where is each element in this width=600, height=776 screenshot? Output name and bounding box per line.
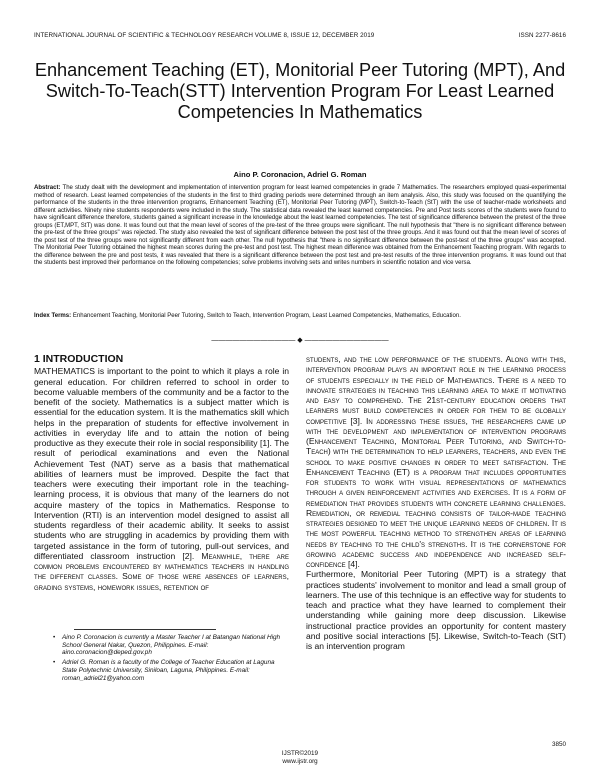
footer-code: IJSTR©2019 xyxy=(281,750,319,757)
intro-text-left: MATHEMATICS is important to the point to which it plays a role in general education. For children referred to school in order to become valuable members of the community and be a factor to the benefit of the society. Mathematics is a subject matter which is essential for the education system. It is the mathematics skill which helps in the preparation of students for effective involvement in activities in everyday life and to attain the notion of being productive as they execute their role in social responsibility [1]. The result of periodical examinations and even the National Achievement Test (NAT) serve as a basis that mathematical abilities of learners must be improved. Despite the fact that teachers were executing their important role in the teaching-learning process, it is obvious that many of the learners do not acquire mastery of the topics in Mathematics. Response to Intervention (RTI) is an intervention model designed to assist all students regardless of their academic ability. It seeks to assist students who are struggling in academics by providing them with targeted assistance in the form of tutoring, pull-out services, and differentiated classroom instruction [2]. xyxy=(34,366,289,561)
index-terms-label: Index Terms: xyxy=(34,313,72,319)
section-divider: ———————————— ◆ ———————————— xyxy=(211,337,389,344)
right-column xyxy=(306,354,566,651)
intro-paragraph-left xyxy=(34,366,289,592)
author-footnotes xyxy=(34,634,289,684)
index-terms xyxy=(34,313,566,321)
abstract-text: The study dealt with the development and implementation of intervention program for least learned competencies in grade 7 Mathematics. The researchers employed quasi-experimental method of research. Least learned competencies of the students in the first to third grading periods were determined through an item analysis. Also, this study was focused on the quantifying the performance of the students in the three intervention programs, Enhancement Teaching (ET), Monitorial Peer Tutoring (MPT), Switch-to-Teach (StT) with the use of teacher-made worksheets and different activities. Ninety nine students respondents were included in the study. The statistical data revealed the least learned competencies. Pre and Post tests scores of the students were found to have significant difference therefore, students gained a significant increase in the knowledge about the least learned competencies. The test of significance difference between the pretest of the three groups (ET,MPT, StT) was done. It was found out that the mean level of scores of the pre-test of the three groups were significant. The null hypothesis that "there is no significant difference between the pre-test of the three groups" was rejected. The study also revealed the test of significant difference between the post test of the three groups. And it was found out that the mean level of scores of the post test of the three groups were not significantly different from each other. The null hypothesis that "there is no significant difference between the post-test of the three groups" was accepted. The Monitorial Peer Tutoring obtained the highest mean scores during the pre-test and post test. The highest mean difference was obtained from the Enhancement Teaching program. With regards to the difference between the pre and post tests, it was revealed that there is a significant difference between the post test and pre-test results of the three intervention programs. It was found out that the students best improved their performance on the following competencies; solve problems involving sets and writes numbers in scientific notation and vice versa. xyxy=(34,185,566,267)
intro-smallcaps-left: Meanwhile, there are common problems encountered by mathematics teachers in handling the different classes. Some of those were absences of learners, grading systems, homework issues, retention of xyxy=(34,550,289,592)
section-heading: 1 INTRODUCTION xyxy=(34,353,124,365)
intro-paragraph-right: Furthermore, Monitorial Peer Tutoring (MPT) is a strategy that practices students' involvement to monitor and lead a small group of learners. The use of this technique is an effective way for students to teach and practice what they have learned to complement their understanding while gaining more deep discussion. Likewise instructional practice provides an opportunity for content mastery and positive social interactions [5]. Likewise, Switch-to-Teach (StT) is an intervention program xyxy=(306,569,566,651)
left-column xyxy=(34,354,289,592)
intro-smallcaps-right: students, and the low performance of the students. Along with this, intervention program plays an important role in the learning process of students especially in the field of Mathematics. There is a need to innovate strategies in teaching this learning area to make it motivating and easy to comprehend. The 21st-century education orders that learners must build competencies in order for them to be globally competitive [3]. In addressing these issues, the researchers came up with the development and implementation of intervention programs (Enhancement Teaching, Monitorial Peer Tutoring, and Switch-to-Teach) with the determination to help learners, teachers, and even the school to make positive changes in order to meet satisfaction. The Enhancement Teaching (ET) is a program that includes opportunities for students to work with visual representations of mathematics through a given reinforcement activities and exercises. It is a form of remediation that provides students with concrete learning challenges. Remediation, or remedial teaching consists of tailor-made teaching strategies designed to meet the unique learning needs of children. It is the most powerful teaching method to strengthen areas of learning needs by teaching to the child's strengths. It is the cornerstone for growing academic success and independence and increased self-confidence [4]. xyxy=(306,354,566,569)
abstract xyxy=(34,185,566,268)
running-header xyxy=(34,32,566,39)
authors: Aino P. Coronacion, Adriel G. Roman xyxy=(233,170,367,179)
journal-name: INTERNATIONAL JOURNAL OF SCIENTIFIC & TECHNOLOGY RESEARCH VOLUME 8, ISSUE 12, DECEMBER 2019 xyxy=(34,32,375,39)
abstract-label: Abstract: xyxy=(34,185,61,191)
footer-url[interactable]: www.ijstr.org xyxy=(282,758,318,765)
page-number: 3850 xyxy=(551,741,566,748)
page-footer xyxy=(34,750,566,766)
footnote-item: • Aino P. Coronacion is currently a Master Teacher I at Batangan National High School General Nakar, Quezon, Philippines. E-mail: aino.coronacion@deped.gov.ph xyxy=(62,634,289,657)
index-terms-text: Enhancement Teaching, Monitorial Peer Tutoring, Switch to Teach, Intervention Program, Least Learned Competencies, Mathematics, Education. xyxy=(71,313,461,319)
issn: ISSN 2277-8616 xyxy=(518,32,566,39)
footnote-rule xyxy=(74,629,216,630)
footnote-item: • Adriel G. Roman is a faculty of the College of Teacher Education at Laguna State Polytechnic University, Siniloan, Laguna, Philippines. E-mail: roman_adriel21@yahoo.com xyxy=(62,659,289,682)
paper-title: Enhancement Teaching (ET), Monitorial Peer Tutoring (MPT), And Switch-To-Teach(STT) Intervention Program For Least Learned Competencies In Mathematics xyxy=(34,60,566,122)
